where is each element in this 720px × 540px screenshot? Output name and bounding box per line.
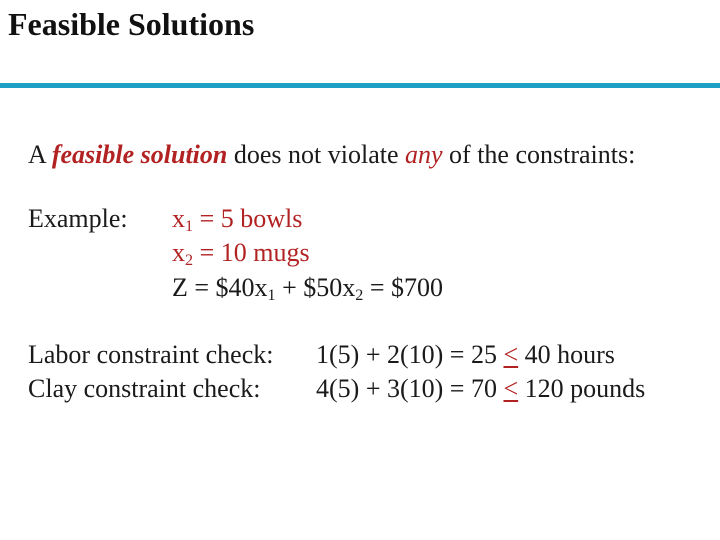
labor-le-symbol: < bbox=[503, 340, 519, 369]
intro-middle: does not violate bbox=[227, 140, 405, 169]
intro-prefix: A bbox=[28, 140, 52, 169]
clay-label: Clay constraint check: bbox=[28, 374, 261, 403]
labor-check bbox=[316, 340, 615, 370]
x1-sub: 1 bbox=[185, 218, 194, 236]
clay-expr: 4(5) + 3(10) = 70 bbox=[316, 374, 504, 403]
clay-le-symbol: < bbox=[503, 374, 519, 403]
example-objective bbox=[172, 273, 443, 303]
clay-rhs: 120 pounds bbox=[518, 374, 646, 403]
slide-title: Feasible Solutions bbox=[8, 6, 255, 42]
z-part-a: Z = $40x bbox=[172, 273, 268, 302]
z-part-c: = $700 bbox=[363, 273, 444, 302]
example-x1 bbox=[172, 204, 302, 234]
example-label: Example: bbox=[28, 204, 128, 233]
intro-emphasis: any bbox=[405, 140, 443, 169]
x2-rest: = 10 mugs bbox=[193, 238, 310, 267]
x1-rest: = 5 bowls bbox=[193, 204, 303, 233]
x1-var: x bbox=[172, 204, 185, 233]
z-part-b: + $50x bbox=[275, 273, 356, 302]
z-sub-1: 1 bbox=[267, 287, 276, 305]
intro-suffix: of the constraints: bbox=[442, 140, 636, 169]
labor-expr: 1(5) + 2(10) = 25 bbox=[316, 340, 504, 369]
labor-label: Labor constraint check: bbox=[28, 340, 274, 369]
x2-var: x bbox=[172, 238, 185, 267]
example-x2 bbox=[172, 238, 310, 268]
labor-rhs: 40 hours bbox=[518, 340, 615, 369]
title-divider bbox=[0, 83, 720, 88]
clay-check bbox=[316, 374, 645, 404]
intro-sentence bbox=[28, 140, 635, 170]
z-sub-2: 2 bbox=[355, 287, 364, 305]
intro-term: feasible solution bbox=[51, 140, 228, 169]
x2-sub: 2 bbox=[185, 252, 194, 270]
